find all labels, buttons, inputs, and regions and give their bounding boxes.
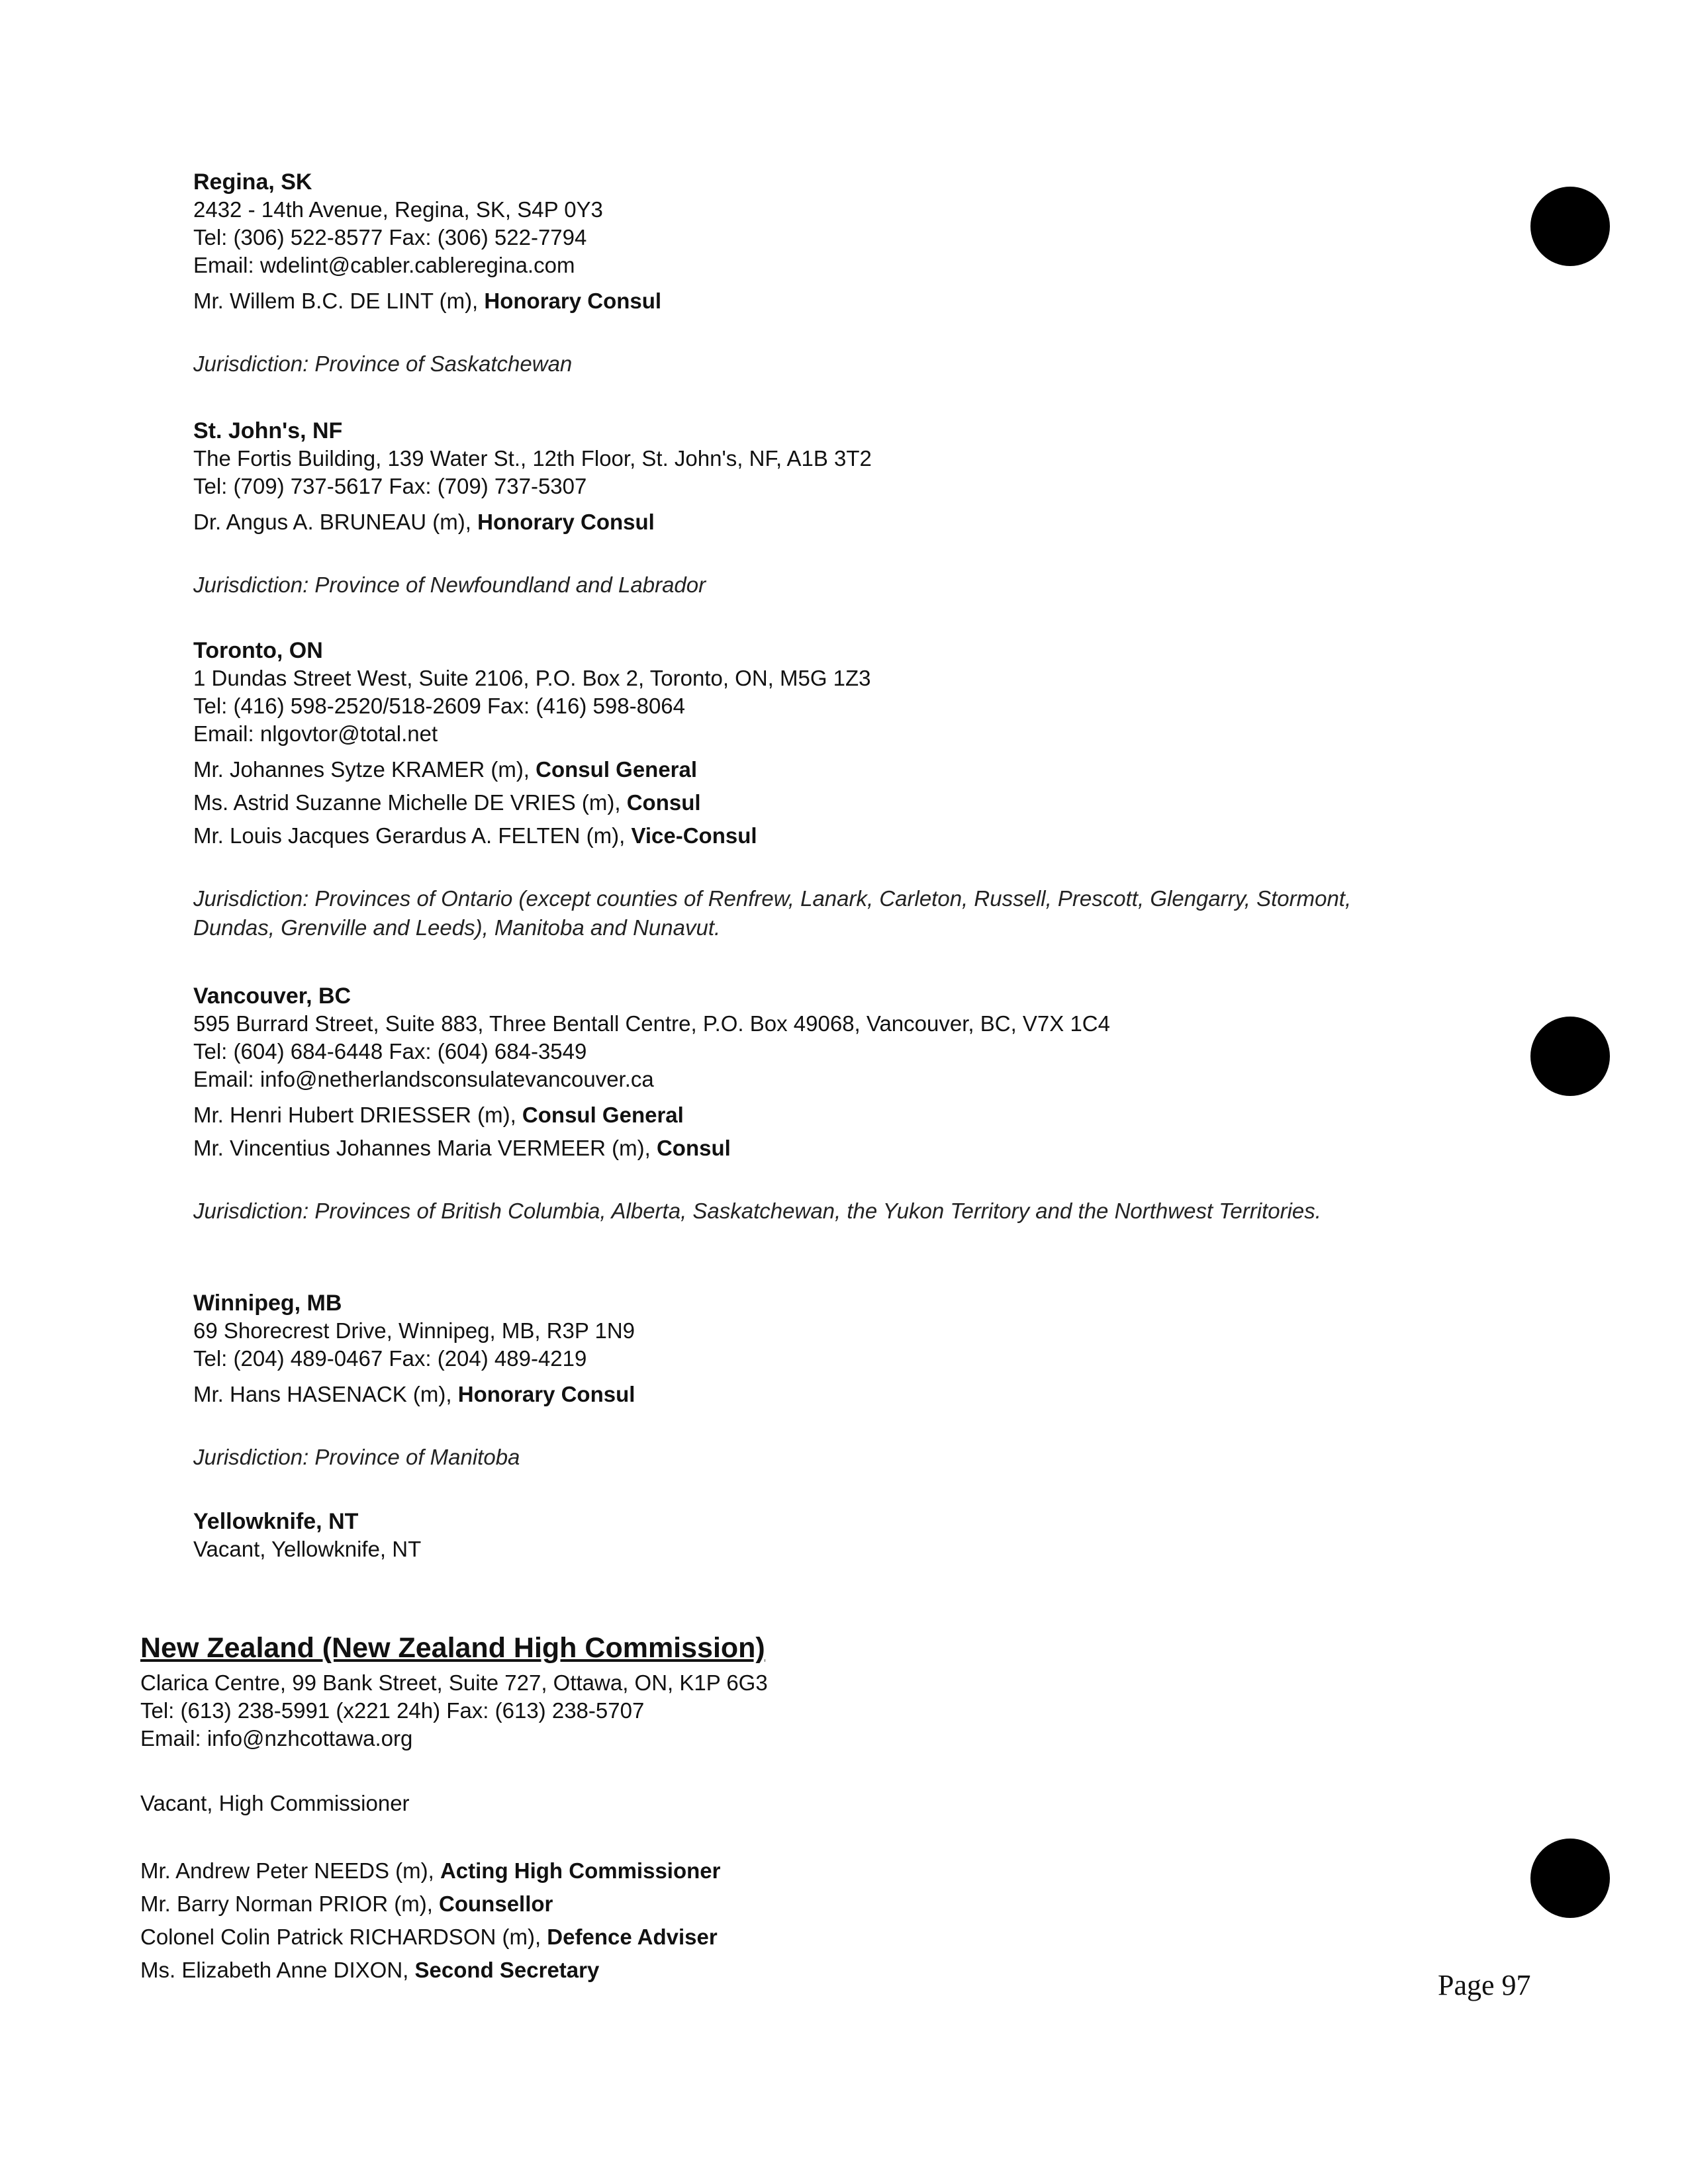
staff-name: Dr. Angus A. BRUNEAU (m),: [193, 510, 471, 534]
address-line: 2432 - 14th Avenue, Regina, SK, S4P 0Y3: [193, 197, 603, 222]
address-line: The Fortis Building, 139 Water St., 12th Floor, St. John's, NF, A1B 3T2: [193, 446, 872, 471]
address-line: Vacant, Yellowknife, NT: [193, 1537, 422, 1561]
jurisdiction-note-continued: Dundas, Grenville and Leeds), Manitoba and Nunavut.: [193, 915, 721, 940]
address-line: 1 Dundas Street West, Suite 2106, P.O. Box 2, Toronto, ON, M5G 1Z3: [193, 666, 871, 690]
staff-name: Ms. Astrid Suzanne Michelle DE VRIES (m),: [193, 790, 621, 815]
jurisdiction-note: Jurisdiction: Province of Manitoba: [193, 1445, 520, 1469]
email-line: Email: info@netherlandsconsulatevancouver.ca: [193, 1067, 654, 1091]
staff-entry: [193, 786, 1517, 819]
address-line: 69 Shorecrest Drive, Winnipeg, MB, R3P 1N9: [193, 1318, 635, 1343]
city-heading: Yellowknife, NT: [193, 1509, 359, 1534]
staff-name: Mr. Hans HASENACK (m),: [193, 1382, 452, 1406]
jurisdiction-note: Jurisdiction: Province of Newfoundland and Labrador: [193, 572, 706, 597]
email-line: Email: nlgovtor@total.net: [193, 721, 438, 746]
staff-name: Mr. Henri Hubert DRIESSER (m),: [193, 1103, 516, 1127]
phone-line: Tel: (604) 684-6448 Fax: (604) 684-3549: [193, 1039, 587, 1064]
phone-line: Tel: (613) 238-5991 (x221 24h) Fax: (613) 238-5707: [140, 1698, 645, 1723]
staff-title: Honorary Consul: [484, 289, 662, 313]
staff-title: Acting High Commissioner: [440, 1858, 721, 1883]
staff-title: Second Secretary: [414, 1958, 600, 1982]
staff-entry: [140, 1888, 1464, 1921]
punch-hole: [1530, 187, 1610, 266]
staff-entry: [193, 285, 1517, 318]
staff-name: Colonel Colin Patrick RICHARDSON (m),: [140, 1925, 541, 1949]
staff-name: Mr. Johannes Sytze KRAMER (m),: [193, 757, 530, 782]
staff-entry: [193, 1378, 1517, 1411]
address-line: Clarica Centre, 99 Bank Street, Suite 727, Ottawa, ON, K1P 6G3: [140, 1670, 768, 1695]
page-number: Page 97: [1438, 1969, 1531, 2001]
staff-entry: [193, 506, 1517, 539]
phone-line: Tel: (204) 489-0467 Fax: (204) 489-4219: [193, 1346, 587, 1371]
jurisdiction-note: Jurisdiction: Provinces of British Columbia, Alberta, Saskatchewan, the Yukon Territory and the Northwest Territories.: [193, 1199, 1321, 1223]
staff-title: Consul General: [536, 757, 698, 782]
vacancy-note: Vacant, High Commissioner: [140, 1791, 410, 1815]
staff-title: Consul: [626, 790, 701, 815]
high-commission-entry: [140, 1629, 1464, 1987]
staff-name: Ms. Elizabeth Anne DIXON,: [140, 1958, 409, 1982]
staff-name: Mr. Vincentius Johannes Maria VERMEER (m),: [193, 1136, 651, 1160]
jurisdiction-note: Jurisdiction: Province of Saskatchewan: [193, 351, 573, 376]
phone-line: Tel: (709) 737-5617 Fax: (709) 737-5307: [193, 474, 587, 498]
email-line: Email: wdelint@cabler.cableregina.com: [193, 253, 575, 277]
consulate-entry: [193, 168, 1517, 379]
staff-entry: [140, 1854, 1464, 1888]
punch-hole: [1530, 1017, 1610, 1096]
staff-title: Honorary Consul: [477, 510, 655, 534]
address-line: 595 Burrard Street, Suite 883, Three Bentall Centre, P.O. Box 49068, Vancouver, BC, V7X 1C4: [193, 1011, 1110, 1036]
staff-name: Mr. Andrew Peter NEEDS (m),: [140, 1858, 434, 1883]
staff-title: Vice-Consul: [631, 823, 757, 848]
city-heading: St. John's, NF: [193, 418, 343, 443]
email-line: Email: info@nzhcottawa.org: [140, 1726, 413, 1751]
punch-hole: [1530, 1839, 1610, 1918]
consulate-entry: [193, 982, 1517, 1226]
staff-entry: [193, 753, 1517, 786]
staff-name: Mr. Louis Jacques Gerardus A. FELTEN (m),: [193, 823, 626, 848]
staff-entry: [193, 819, 1517, 852]
phone-line: Tel: (416) 598-2520/518-2609 Fax: (416) 598-8064: [193, 694, 685, 718]
consulate-entry: [193, 637, 1517, 942]
staff-title: Counsellor: [439, 1891, 553, 1916]
city-heading: Winnipeg, MB: [193, 1291, 342, 1316]
phone-line: Tel: (306) 522-8577 Fax: (306) 522-7794: [193, 225, 587, 250]
staff-title: Consul General: [522, 1103, 684, 1127]
staff-entry: [193, 1132, 1517, 1165]
staff-name: Mr. Willem B.C. DE LINT (m),: [193, 289, 479, 313]
staff-title: Consul: [656, 1136, 731, 1160]
staff-entry: [140, 1921, 1464, 1954]
consulate-entry: [193, 1508, 1517, 1563]
country-heading: New Zealand (New Zealand High Commission): [140, 1632, 765, 1664]
city-heading: Regina, SK: [193, 169, 312, 195]
staff-title: Honorary Consul: [457, 1382, 635, 1406]
staff-title: Defence Adviser: [547, 1925, 718, 1949]
consulate-entry: [193, 417, 1517, 600]
city-heading: Toronto, ON: [193, 638, 323, 663]
staff-entry: [193, 1099, 1517, 1132]
city-heading: Vancouver, BC: [193, 983, 352, 1009]
staff-name: Mr. Barry Norman PRIOR (m),: [140, 1891, 433, 1916]
consulate-entry: [193, 1289, 1517, 1472]
staff-entry: [140, 1954, 1464, 1987]
jurisdiction-note: Jurisdiction: Provinces of Ontario (except counties of Renfrew, Lanark, Carleton, Russell, Prescott, Glengarry, Stormont,: [193, 886, 1352, 911]
